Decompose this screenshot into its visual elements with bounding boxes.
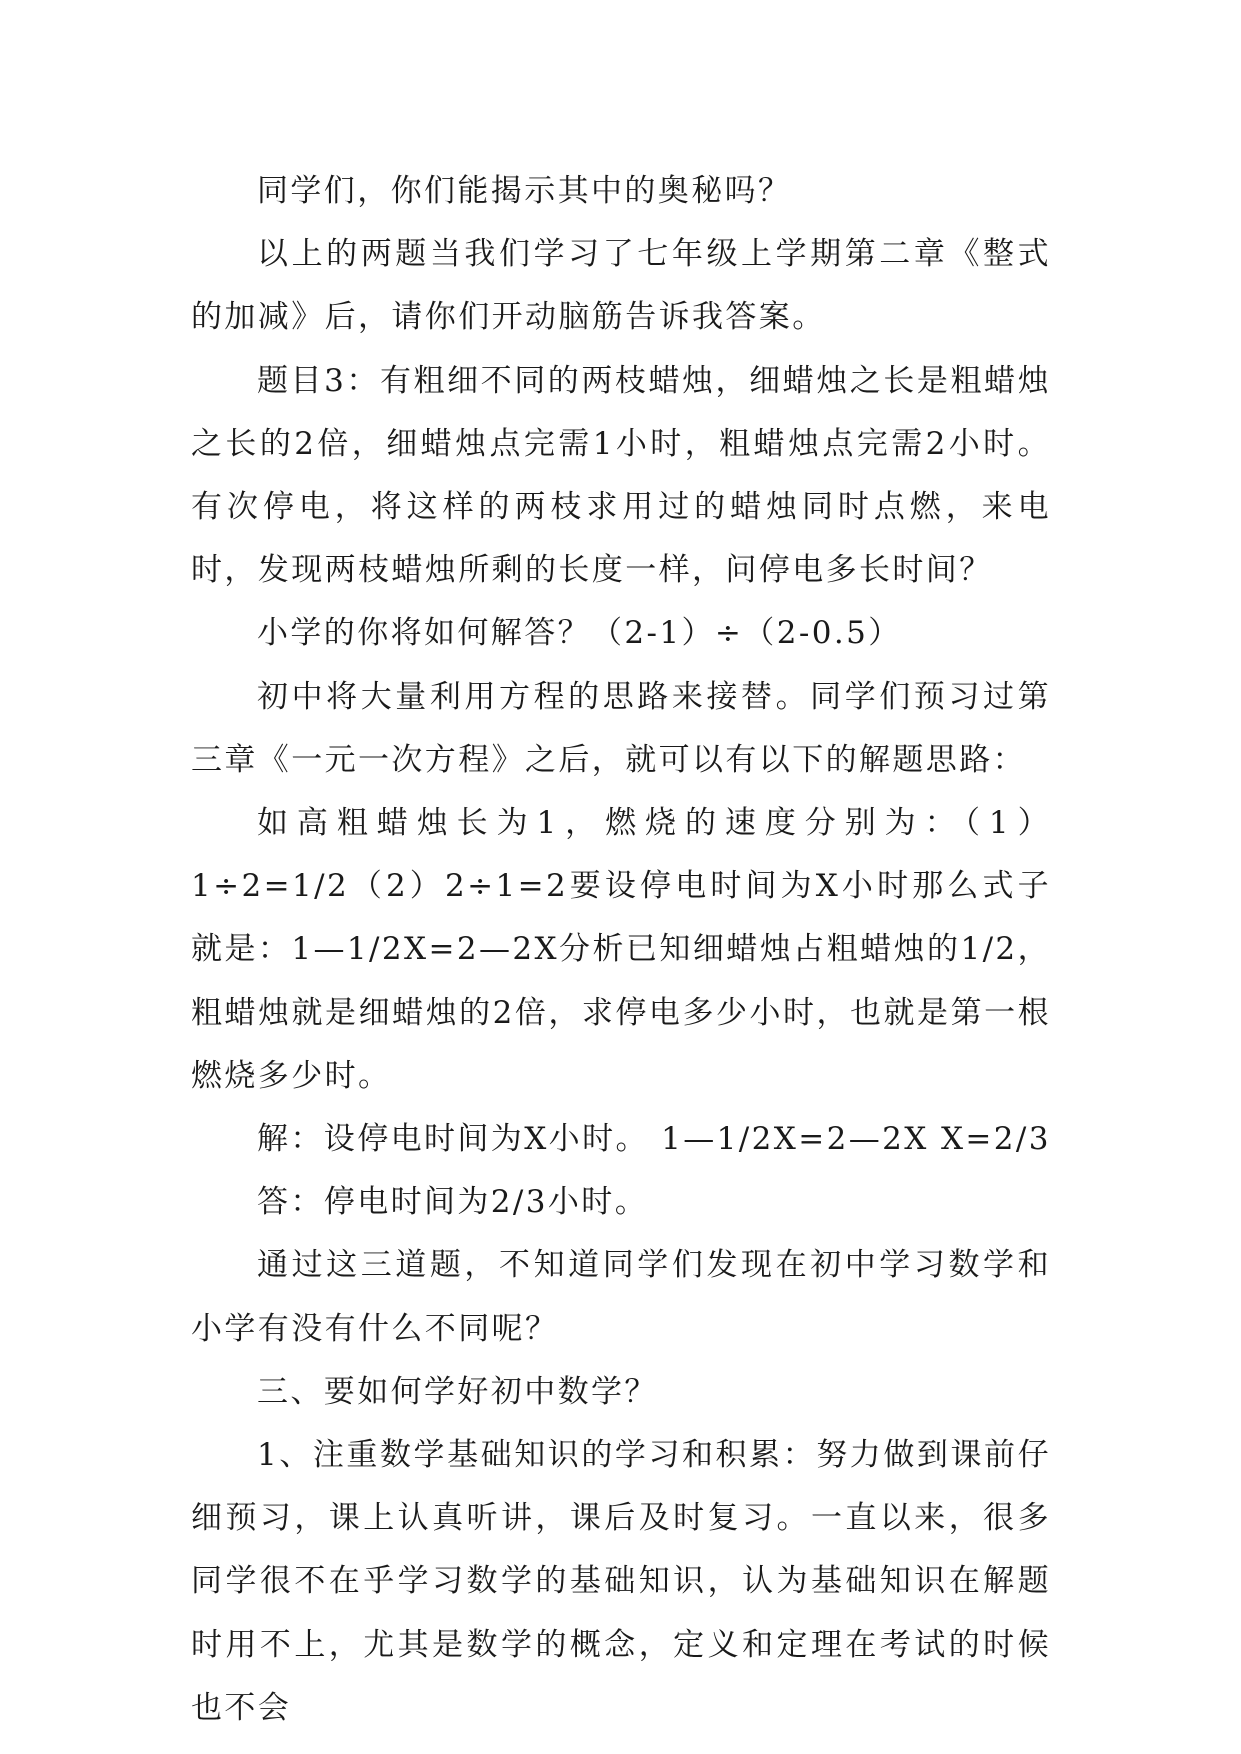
paragraph-problem-3: 题目3：有粗细不同的两枝蜡烛，细蜡烛之长是粗蜡烛之长的2倍，细蜡烛点完需1小时，粗蜡烛点完需2小时。有次停电，将这样的两枝求用过的蜡烛同时点燃，来电时，发现两枝蜡烛所剩的长度一样，问停电多长时间？ — [191, 362, 1051, 589]
paragraph-reflection: 通过这三道题，不知道同学们发现在初中学习数学和小学有没有什么不同呢？ — [191, 1247, 1051, 1347]
paragraph-question-intro: 同学们，你们能揭示其中的奥秘吗？ — [257, 173, 792, 209]
paragraph-analysis: 如高粗蜡烛长为1，燃烧的速度分别为：（1）1÷2=1/2（2）2÷1=2要设停电时间为X小时那么式子就是：1—1/2X=2—2X分析已知细蜡烛占粗蜡烛的1/2，粗蜡烛就是细蜡烛的2倍，求停电多少小时，也就是第一根燃烧多少时。 — [191, 805, 1051, 1094]
section-heading-3: 三、要如何学好初中数学？ — [257, 1373, 658, 1410]
paragraph-answer: 答：停电时间为2/3小时。 — [257, 1184, 649, 1221]
paragraph-solution: 解：设停电时间为X小时。 1—1/2X=2—2X X=2/3 — [257, 1121, 1051, 1158]
paragraph-chapter-reference: 以上的两题当我们学习了七年级上学期第二章《整式的加减》后，请你们开动脑筋告诉我答案。 — [191, 236, 1051, 336]
paragraph-tip-1: 1、注重数学基础知识的学习和积累：努力做到课前仔细预习，课上认真听讲，课后及时复习。一直以来，很多同学很不在乎学习数学的基础知识，认为基础知识在解题时用不上，尤其是数学的概念，定义和定理在考试的时候也不会 — [191, 1437, 1051, 1726]
paragraph-equation-approach: 初中将大量利用方程的思路来接替。同学们预习过第三章《一元一次方程》之后，就可以有以下的解题思路： — [191, 678, 1051, 778]
paragraph-primary-solution: 小学的你将如何解答？（2-1）÷（2-0.5） — [257, 615, 902, 652]
document-body — [191, 160, 1051, 1740]
